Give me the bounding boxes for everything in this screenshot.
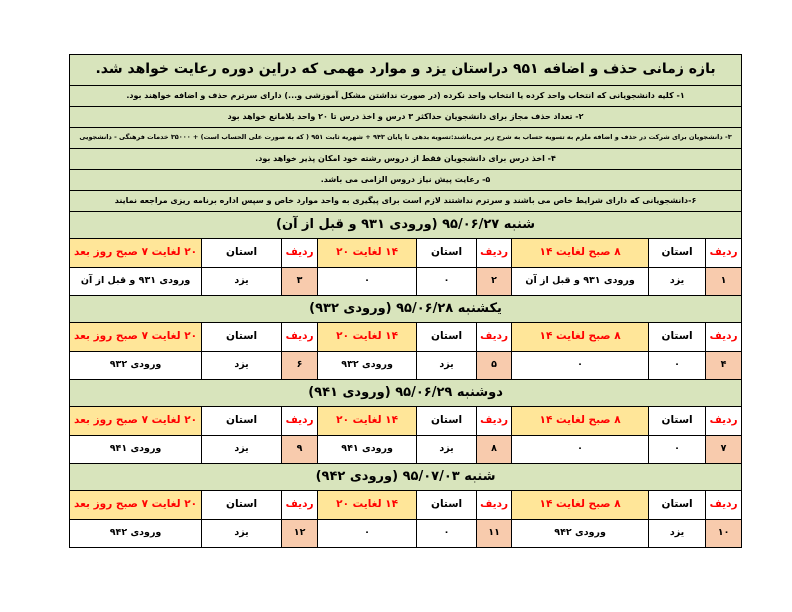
slot3-header: ۲۰ لغایت ۷ صبح روز بعد <box>70 323 202 352</box>
province-header: استان <box>202 407 282 436</box>
slot2-header: ۱۴ لغایت ۲۰ <box>318 407 417 436</box>
entry-cell: ورودی ۹۴۱ <box>318 436 417 464</box>
province-header: استان <box>202 491 282 520</box>
province-cell: یزد <box>649 268 706 296</box>
row-header: ردیف <box>282 323 318 352</box>
row-number-cell: ۳ <box>282 268 318 296</box>
note-3: ۳- دانشجویان برای شرکت در حذف و اضافه ملزم به تسویه حساب به شرح زیر می‌باشند:تسویه بدهی تا پایان ۹۴۳ + شهریه ثابت ۹۵۱ ( که به صورت علی الحساب است) + ۳۵۰۰۰ خدمات فرهنگی - دانشجویی <box>70 128 742 149</box>
entry-cell: ورودی ۹۴۲ <box>512 520 649 548</box>
entry-cell: ورودی ۹۳۲ <box>318 352 417 380</box>
page-title: بازه زمانی حذف و اضافه ۹۵۱ دراستان یزد و موارد مهمی که دراین دوره رعایت خواهد شد. <box>70 55 742 86</box>
row-header: ردیف <box>477 491 512 520</box>
table-row <box>70 436 742 464</box>
note-4: ۴- اخذ درس برای دانشجویان فقط از دروس رشته خود امکان پذیر خواهد بود. <box>70 149 742 170</box>
table-row <box>70 352 742 380</box>
entry-cell: ورودی ۹۳۱ و قبل از آن <box>70 268 202 296</box>
row-header: ردیف <box>477 323 512 352</box>
entry-cell: ۰ <box>318 268 417 296</box>
row-header: ردیف <box>706 323 742 352</box>
province-header: استان <box>417 491 477 520</box>
province-header: استان <box>649 239 706 268</box>
row-number-cell: ۷ <box>706 436 742 464</box>
slot2-header: ۱۴ لغایت ۲۰ <box>318 239 417 268</box>
table-row <box>70 268 742 296</box>
province-cell: ۰ <box>417 520 477 548</box>
note-6: ۶-دانشجویانی که دارای شرایط خاص می باشند و سرترم نداشتند لازم است برای پیگیری به واحد موارد خاص و سپس اداره برنامه ریزی مراجعه نمایند <box>70 191 742 212</box>
schedule-table <box>69 54 742 548</box>
row-header: ردیف <box>706 239 742 268</box>
entry-cell: ورودی ۹۴۱ <box>70 436 202 464</box>
province-cell: یزد <box>417 436 477 464</box>
province-header: استان <box>202 323 282 352</box>
entry-cell: ورودی ۹۳۱ و قبل از آن <box>512 268 649 296</box>
row-header: ردیف <box>477 407 512 436</box>
row-number-cell: ۶ <box>282 352 318 380</box>
entry-cell: ورودی ۹۳۲ <box>70 352 202 380</box>
row-header: ردیف <box>282 407 318 436</box>
slot1-header: ۸ صبح لغایت ۱۴ <box>512 239 649 268</box>
slot1-header: ۸ صبح لغایت ۱۴ <box>512 491 649 520</box>
entry-cell: ورودی ۹۴۲ <box>70 520 202 548</box>
province-cell: ۰ <box>649 436 706 464</box>
note-1: ۱- کلیه دانشجویانی که انتخاب واحد کرده یا انتخاب واحد نکرده (در صورت نداشتن مشکل آموزشی و...) دارای سرترم حذف و اضافه خواهند بود. <box>70 86 742 107</box>
province-cell: یزد <box>202 520 282 548</box>
province-cell: یزد <box>202 436 282 464</box>
province-cell: یزد <box>202 268 282 296</box>
slot3-header: ۲۰ لغایت ۷ صبح روز بعد <box>70 239 202 268</box>
row-header: ردیف <box>282 491 318 520</box>
entry-cell: ۰ <box>512 436 649 464</box>
province-cell: ۰ <box>649 352 706 380</box>
province-cell: یزد <box>649 520 706 548</box>
slot3-header: ۲۰ لغایت ۷ صبح روز بعد <box>70 491 202 520</box>
province-cell: یزد <box>202 352 282 380</box>
entry-cell: ۰ <box>318 520 417 548</box>
province-cell: یزد <box>417 352 477 380</box>
province-header: استان <box>649 491 706 520</box>
row-number-cell: ۱۲ <box>282 520 318 548</box>
entry-cell: ۰ <box>512 352 649 380</box>
row-number-cell: ۴ <box>706 352 742 380</box>
row-header: ردیف <box>282 239 318 268</box>
row-number-cell: ۵ <box>477 352 512 380</box>
slot1-header: ۸ صبح لغایت ۱۴ <box>512 323 649 352</box>
day-title: شنبه ۹۵/۰۶/۲۷ (ورودی ۹۳۱ و قبل از آن) <box>70 212 742 239</box>
row-number-cell: ۹ <box>282 436 318 464</box>
province-header: استان <box>649 407 706 436</box>
province-header: استان <box>649 323 706 352</box>
slot3-header: ۲۰ لغایت ۷ صبح روز بعد <box>70 407 202 436</box>
province-cell: ۰ <box>417 268 477 296</box>
note-2: ۲- تعداد حذف مجاز برای دانشجویان حداکثر ۳ درس و اخذ درس تا ۲۰ واحد بلامانع خواهد بود <box>70 107 742 128</box>
row-number-cell: ۲ <box>477 268 512 296</box>
province-header: استان <box>417 239 477 268</box>
row-number-cell: ۱۰ <box>706 520 742 548</box>
row-number-cell: ۱۱ <box>477 520 512 548</box>
slot1-header: ۸ صبح لغایت ۱۴ <box>512 407 649 436</box>
province-header: استان <box>417 407 477 436</box>
province-header: استان <box>202 239 282 268</box>
row-header: ردیف <box>477 239 512 268</box>
day-title: یکشنبه ۹۵/۰۶/۲۸ (ورودی ۹۳۲) <box>70 296 742 323</box>
row-number-cell: ۸ <box>477 436 512 464</box>
row-header: ردیف <box>706 491 742 520</box>
day-title: شنبه ۹۵/۰۷/۰۳ (ورودی ۹۴۲) <box>70 464 742 491</box>
province-header: استان <box>417 323 477 352</box>
day-title: دوشنبه ۹۵/۰۶/۲۹ (ورودی ۹۴۱) <box>70 380 742 407</box>
row-header: ردیف <box>706 407 742 436</box>
row-number-cell: ۱ <box>706 268 742 296</box>
slot2-header: ۱۴ لغایت ۲۰ <box>318 323 417 352</box>
table-row <box>70 520 742 548</box>
slot2-header: ۱۴ لغایت ۲۰ <box>318 491 417 520</box>
note-5: ۵- رعایت پیش نیاز دروس الزامی می باشد. <box>70 170 742 191</box>
